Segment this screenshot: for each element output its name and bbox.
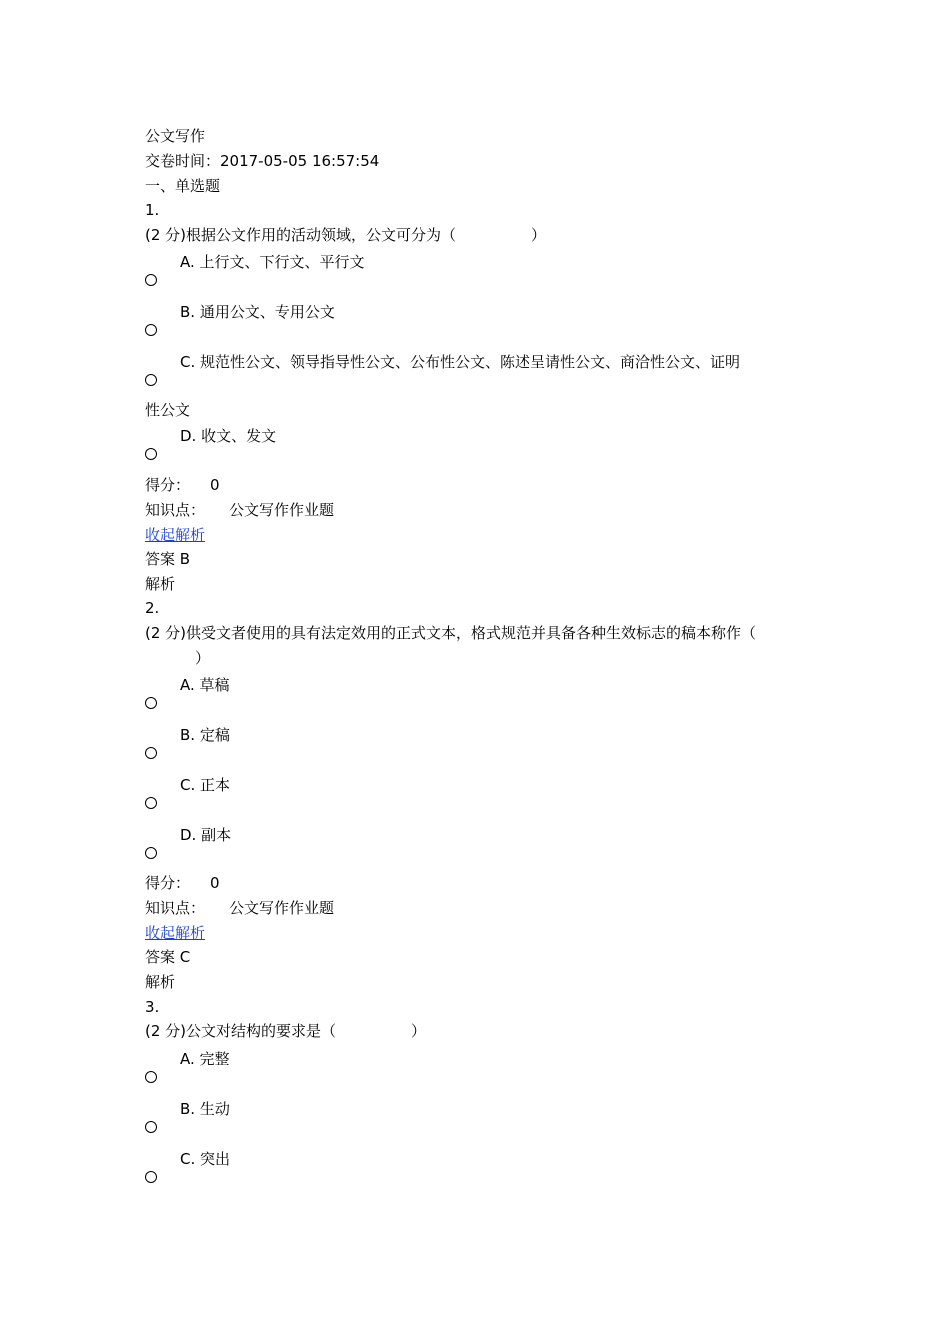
option-a-radio[interactable]	[145, 1071, 157, 1083]
score-row	[145, 475, 220, 495]
question-stem: (2 分)根据公文作用的活动领域，公文可分为（ ）	[145, 226, 547, 244]
option-label: B. 通用公文、专用公文	[180, 303, 335, 321]
knowledge-point-label: 知识点：	[145, 899, 206, 917]
option-a-radio[interactable]	[145, 697, 157, 709]
answer-text: 答案 B	[145, 550, 191, 568]
question-stem: (2 分)供受文者使用的具有法定效用的正式文本，格式规范并具备各种生效标志的稿本称作（	[145, 624, 757, 642]
question-stem: (2 分)公文对结构的要求是（ ）	[145, 1022, 427, 1040]
option-a-radio[interactable]	[145, 274, 157, 286]
knowledge-point-row	[145, 500, 334, 520]
option-b-radio[interactable]	[145, 1121, 157, 1133]
answer-text: 答案 C	[145, 948, 191, 966]
option-d-radio[interactable]	[145, 847, 157, 859]
option-label: C. 突出	[180, 1150, 231, 1168]
analysis-heading: 解析	[145, 973, 176, 991]
option-c-radio[interactable]	[145, 1171, 157, 1183]
option-label: D. 副本	[180, 826, 232, 844]
option-d-radio[interactable]	[145, 448, 157, 460]
collapse-analysis-link[interactable]: 收起解析	[145, 924, 206, 942]
option-c-radio[interactable]	[145, 797, 157, 809]
option-label: C. 正本	[180, 776, 231, 794]
option-label-wrap: 性公文	[145, 401, 191, 419]
option-label: A. 上行文、下行文、平行文	[180, 253, 365, 271]
option-label: A. 草稿	[180, 676, 230, 694]
question-number: 1.	[145, 201, 160, 219]
score-label: 得分：	[145, 874, 191, 892]
score-value: 0	[210, 476, 220, 494]
question-stem-wrap: ）	[195, 649, 211, 667]
knowledge-point-row	[145, 898, 334, 918]
option-label: B. 生动	[180, 1100, 230, 1118]
knowledge-point-value: 公文写作作业题	[229, 501, 335, 519]
doc-title: 公文写作	[145, 127, 206, 145]
question-number: 2.	[145, 599, 160, 617]
option-c-radio[interactable]	[145, 374, 157, 386]
question-number: 3.	[145, 998, 160, 1016]
option-b-radio[interactable]	[145, 747, 157, 759]
score-label: 得分：	[145, 476, 191, 494]
submit-time: 交卷时间：2017-05-05 16:57:54	[145, 152, 380, 170]
score-row	[145, 873, 220, 893]
option-label: D. 收文、发文	[180, 427, 277, 445]
option-b-radio[interactable]	[145, 324, 157, 336]
option-label: A. 完整	[180, 1050, 230, 1068]
option-label: C. 规范性公文、领导指导性公文、公布性公文、陈述呈请性公文、商洽性公文、证明	[180, 353, 741, 371]
option-label: B. 定稿	[180, 726, 230, 744]
knowledge-point-value: 公文写作作业题	[229, 899, 335, 917]
score-value: 0	[210, 874, 220, 892]
section-heading: 一、单选题	[145, 177, 221, 195]
analysis-heading: 解析	[145, 575, 176, 593]
collapse-analysis-link[interactable]: 收起解析	[145, 526, 206, 544]
knowledge-point-label: 知识点：	[145, 501, 206, 519]
